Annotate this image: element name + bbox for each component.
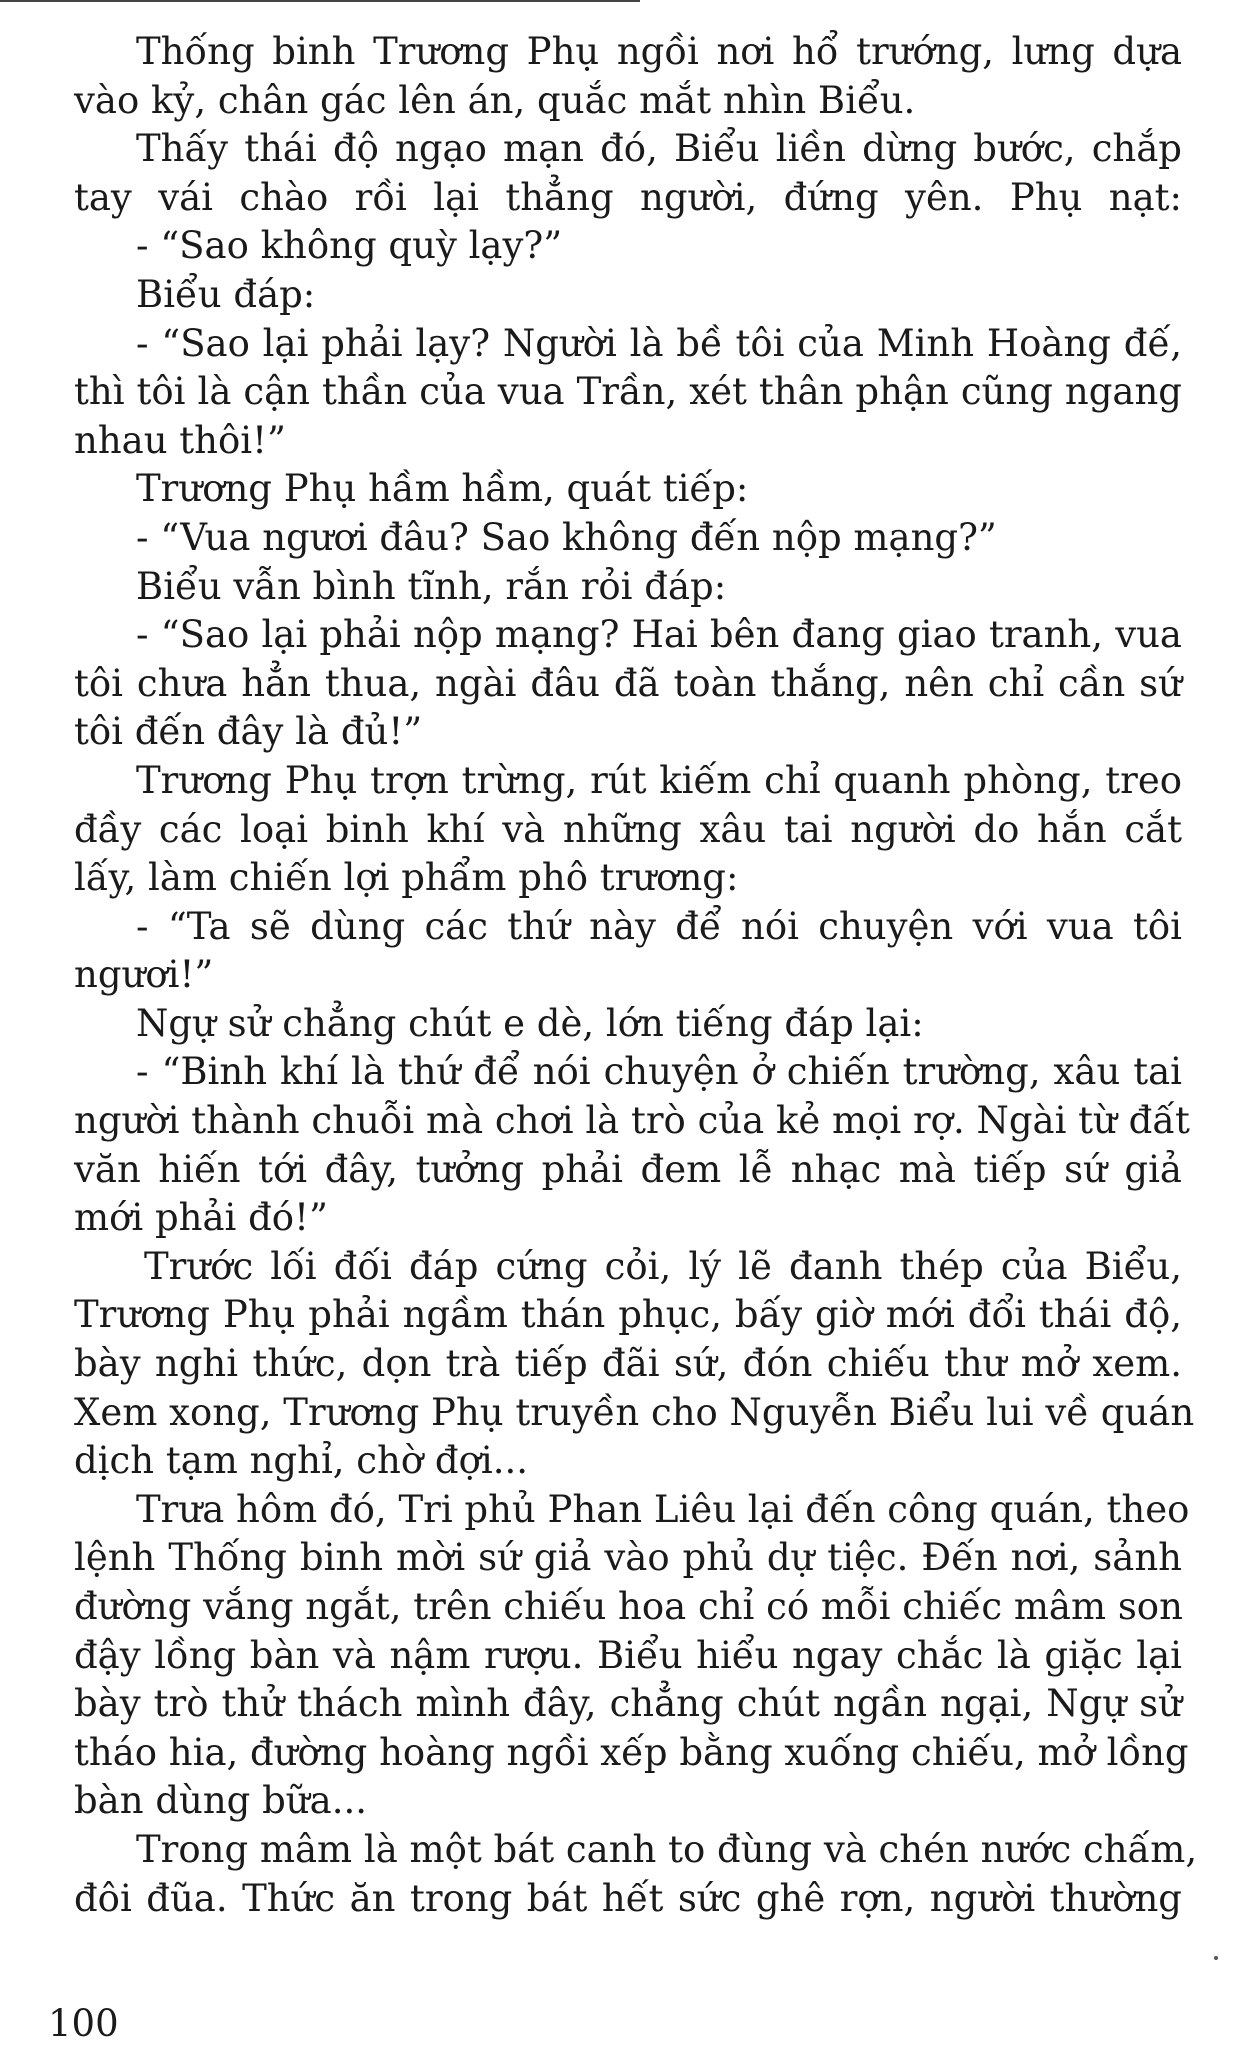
text-line: Trương Phụ trợn trừng, rút kiếm chỉ quanh phòng, treo [136,758,1182,802]
text-line: lệnh Thống binh mời sứ giả vào phủ dự tiệc. Đến nơi, sảnh [74,1536,1182,1580]
text-line: mới phải đó!” [74,1196,328,1240]
text-line: - “Sao lại phải lạy? Người là bề tôi của Minh Hoàng đế, [136,321,1182,365]
text-line: tôi đến đây là đủ!” [74,710,423,754]
text-line: người thành chuỗi mà chơi là trò của kẻ mọi rợ. Ngài từ đất [74,1099,1190,1143]
text-line: tay vái chào rồi lại thẳng người, đứng yên. Phụ nạt: [74,175,1182,219]
text-line: - “Sao lại phải nộp mạng? Hai bên đang giao tranh, vua [136,613,1182,657]
text-line: Trưa hôm đó, Tri phủ Phan Liêu lại đến công quán, theo [136,1487,1190,1531]
text-line: Trong mâm là một bát canh to đùng và chén nước chấm, [136,1827,1198,1871]
text-line: ngươi!” [74,953,214,997]
text-line: Thống binh Trương Phụ ngồi nơi hổ trướng, lưng dựa [136,30,1182,73]
text-line: bày trò thử thách mình đây, chẳng chút ngần ngại, Ngự sử [74,1682,1182,1726]
text-line: Thấy thái độ ngạo mạn đó, Biểu liền dừng bước, chắp [136,127,1182,171]
text-line: Trương Phụ hầm hầm, quát tiếp: [136,467,749,511]
text-line: vào kỷ, chân gác lên án, quắc mắt nhìn Biểu. [74,78,916,122]
text-line: - “Ta sẽ dùng các thứ này để nói chuyện với vua tôi [136,904,1182,948]
text-line: lấy, làm chiến lợi phẩm phô trương: [74,856,739,900]
text-line: đường vắng ngắt, trên chiếu hoa chỉ có mỗi chiếc mâm son [74,1585,1183,1628]
text-line: nhau thôi!” [74,418,286,462]
page-number: 100 [48,2002,119,2045]
text-line: Biểu vẫn bình tĩnh, rắn rỏi đáp: [136,564,727,608]
text-line: - “Binh khí là thứ để nói chuyện ở chiến trường, xâu tai [136,1050,1182,1094]
text-line: đậy lồng bàn và nậm rượu. Biểu hiểu ngay chắc là giặc lại [74,1633,1182,1677]
text-line: tháo hia, đường hoàng ngồi xếp bằng xuống chiếu, mở lồng [74,1730,1189,1774]
text-line: dịch tạm nghỉ, chờ đợi... [74,1439,528,1483]
text-line: tôi chưa hẳn thua, ngài đâu đã toàn thắng, nên chỉ cần sứ [74,661,1182,705]
text-line: - “Vua ngươi đâu? Sao không đến nộp mạng?” [136,515,997,559]
text-line: Trước lối đối đáp cứng cỏi, lý lẽ đanh thép của Biểu, [144,1244,1182,1288]
text-line: Trương Phụ phải ngầm thán phục, bấy giờ mới đổi thái độ, [74,1293,1182,1337]
scan-speck [1214,1956,1218,1960]
text-line: bàn dùng bữa... [74,1779,367,1823]
top-rule [0,0,640,2]
text-line: bày nghi thức, dọn trà tiếp đãi sứ, đón chiếu thư mở xem. [74,1342,1182,1386]
text-line: Xem xong, Trương Phụ truyền cho Nguyễn Biểu lui về quán [74,1390,1195,1434]
text-line: đôi đũa. Thức ăn trong bát hết sức ghê rợn, người thường [74,1876,1182,1920]
text-line: Biểu đáp: [136,272,316,316]
body-text [74,28,1198,1923]
text-line: Ngự sử chẳng chút e dè, lớn tiếng đáp lại: [136,1001,924,1045]
text-line: đầy các loại binh khí và những xâu tai người do hắn cắt [74,807,1182,851]
text-line: văn hiến tới đây, tưởng phải đem lễ nhạc mà tiếp sứ giả [74,1147,1182,1191]
text-line: thì tôi là cận thần của vua Trần, xét thân phận cũng ngang [74,370,1182,414]
text-line: - “Sao không quỳ lạy?” [136,224,563,268]
